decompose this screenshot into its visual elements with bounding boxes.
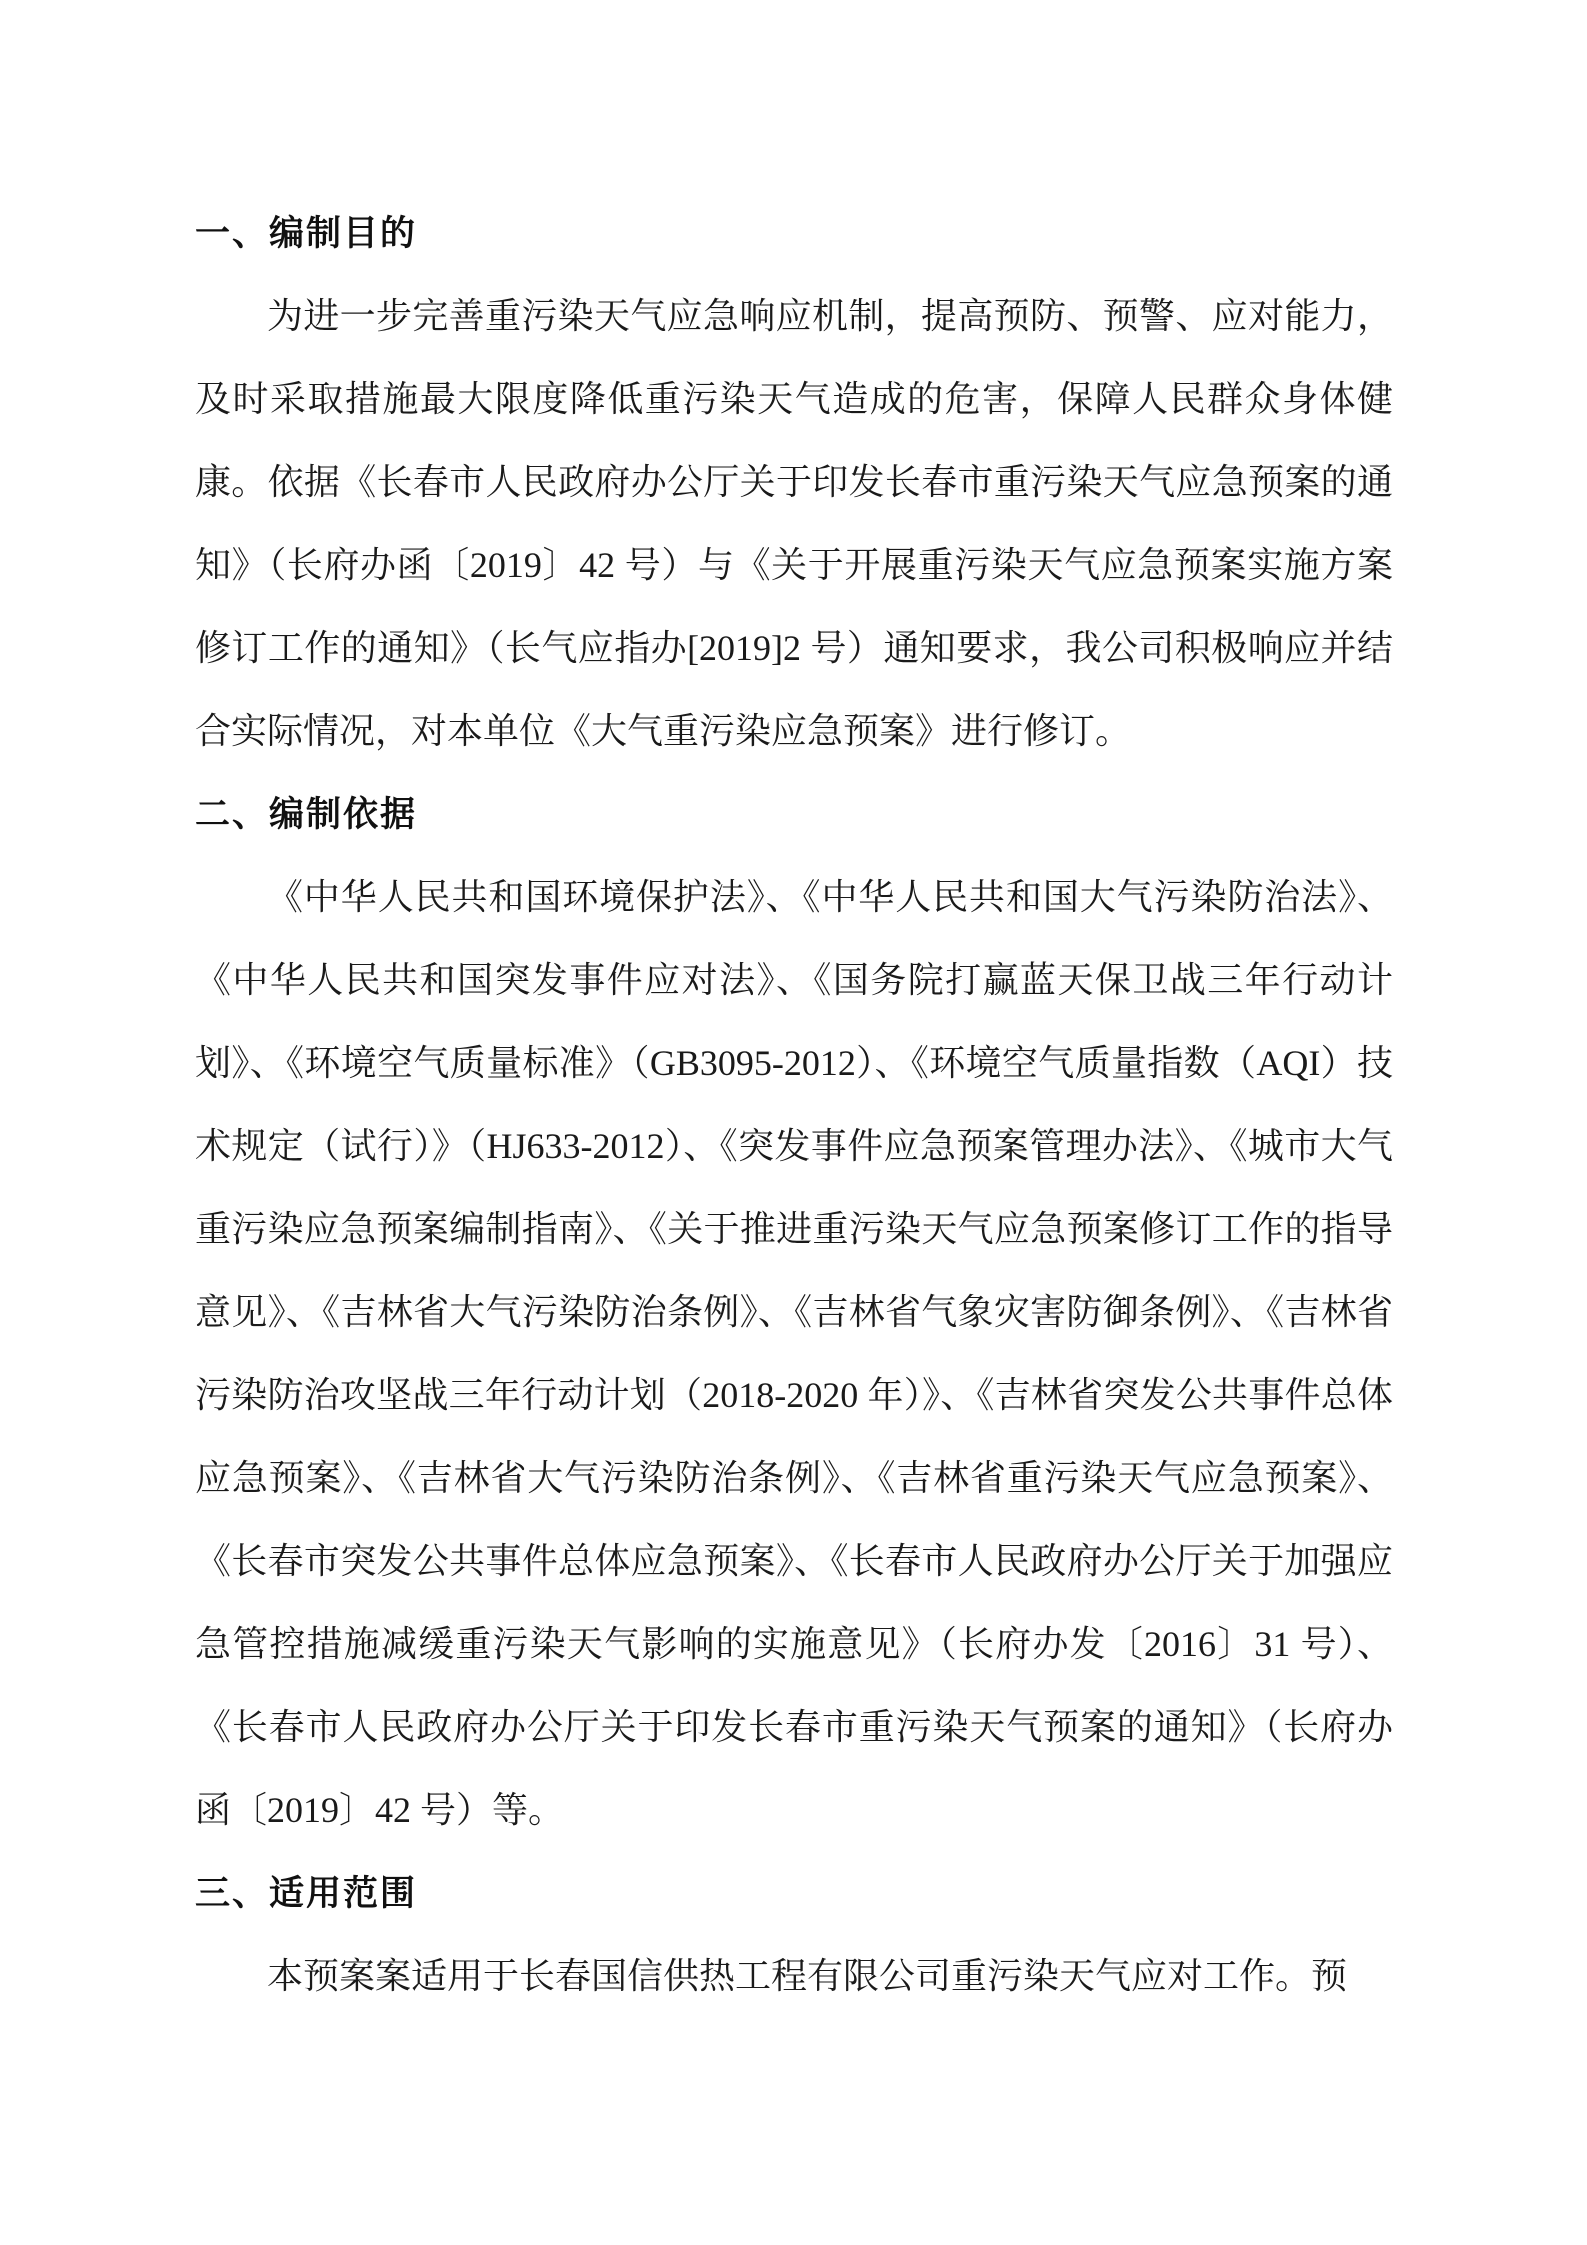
section-purpose xyxy=(195,192,1393,773)
paragraph-purpose: 为进一步完善重污染天气应急响应机制，提高预防、预警、应对能力，及时采取措施最大限度降低重污染天气造成的危害，保障人民群众身体健康。依据《长春市人民政府办公厅关于印发长春市重污染天气应急预案的通知》（长府办函〔2019〕42 号）与《关于开展重污染天气应急预案实施方案修订工作的通知》（长气应指办[2019]2 号）通知要求，我公司积极响应并结合实际情况，对本单位《大气重污染应急预案》进行修订。 xyxy=(195,296,1393,751)
paragraph-basis: 《中华人民共和国环境保护法》、《中华人民共和国大气污染防治法》、《中华人民共和国突发事件应对法》、《国务院打赢蓝天保卫战三年行动计划》、《环境空气质量标准》（GB3095-2012）、《环境空气质量指数（AQI）技术规定（试行）》（HJ633-2012）、《突发事件应急预案管理办法》、《城市大气重污染应急预案编制指南》、《关于推进重污染天气应急预案修订工作的指导意见》、《吉林省大气污染防治条例》、《吉林省气象灾害防御条例》、《吉林省污染防治攻坚战三年行动计划（2018-2020 年）》、《吉林省突发公共事件总体应急预案》、《吉林省大气污染防治条例》、《吉林省重污染天气应急预案》、《长春市突发公共事件总体应急预案》、《长春市人民政府办公厅关于加强应急管控措施减缓重污染天气影响的实施意见》（长府办发〔2016〕31 号）、《长春市人民政府办公厅关于印发长春市重污染天气预案的通知》（长府办函〔2019〕42 号）等。 xyxy=(195,877,1393,1830)
section-scope xyxy=(195,1852,1393,2018)
section-basis xyxy=(195,773,1393,1852)
section-heading-purpose: 一、编制目的 xyxy=(195,214,418,253)
paragraph-scope: 本预案案适用于长春国信供热工程有限公司重污染天气应对工作。预 xyxy=(267,1956,1348,1996)
section-heading-scope: 三、适用范围 xyxy=(195,1874,418,1913)
section-heading-basis: 二、编制依据 xyxy=(195,795,418,834)
document-content xyxy=(195,192,1393,2018)
